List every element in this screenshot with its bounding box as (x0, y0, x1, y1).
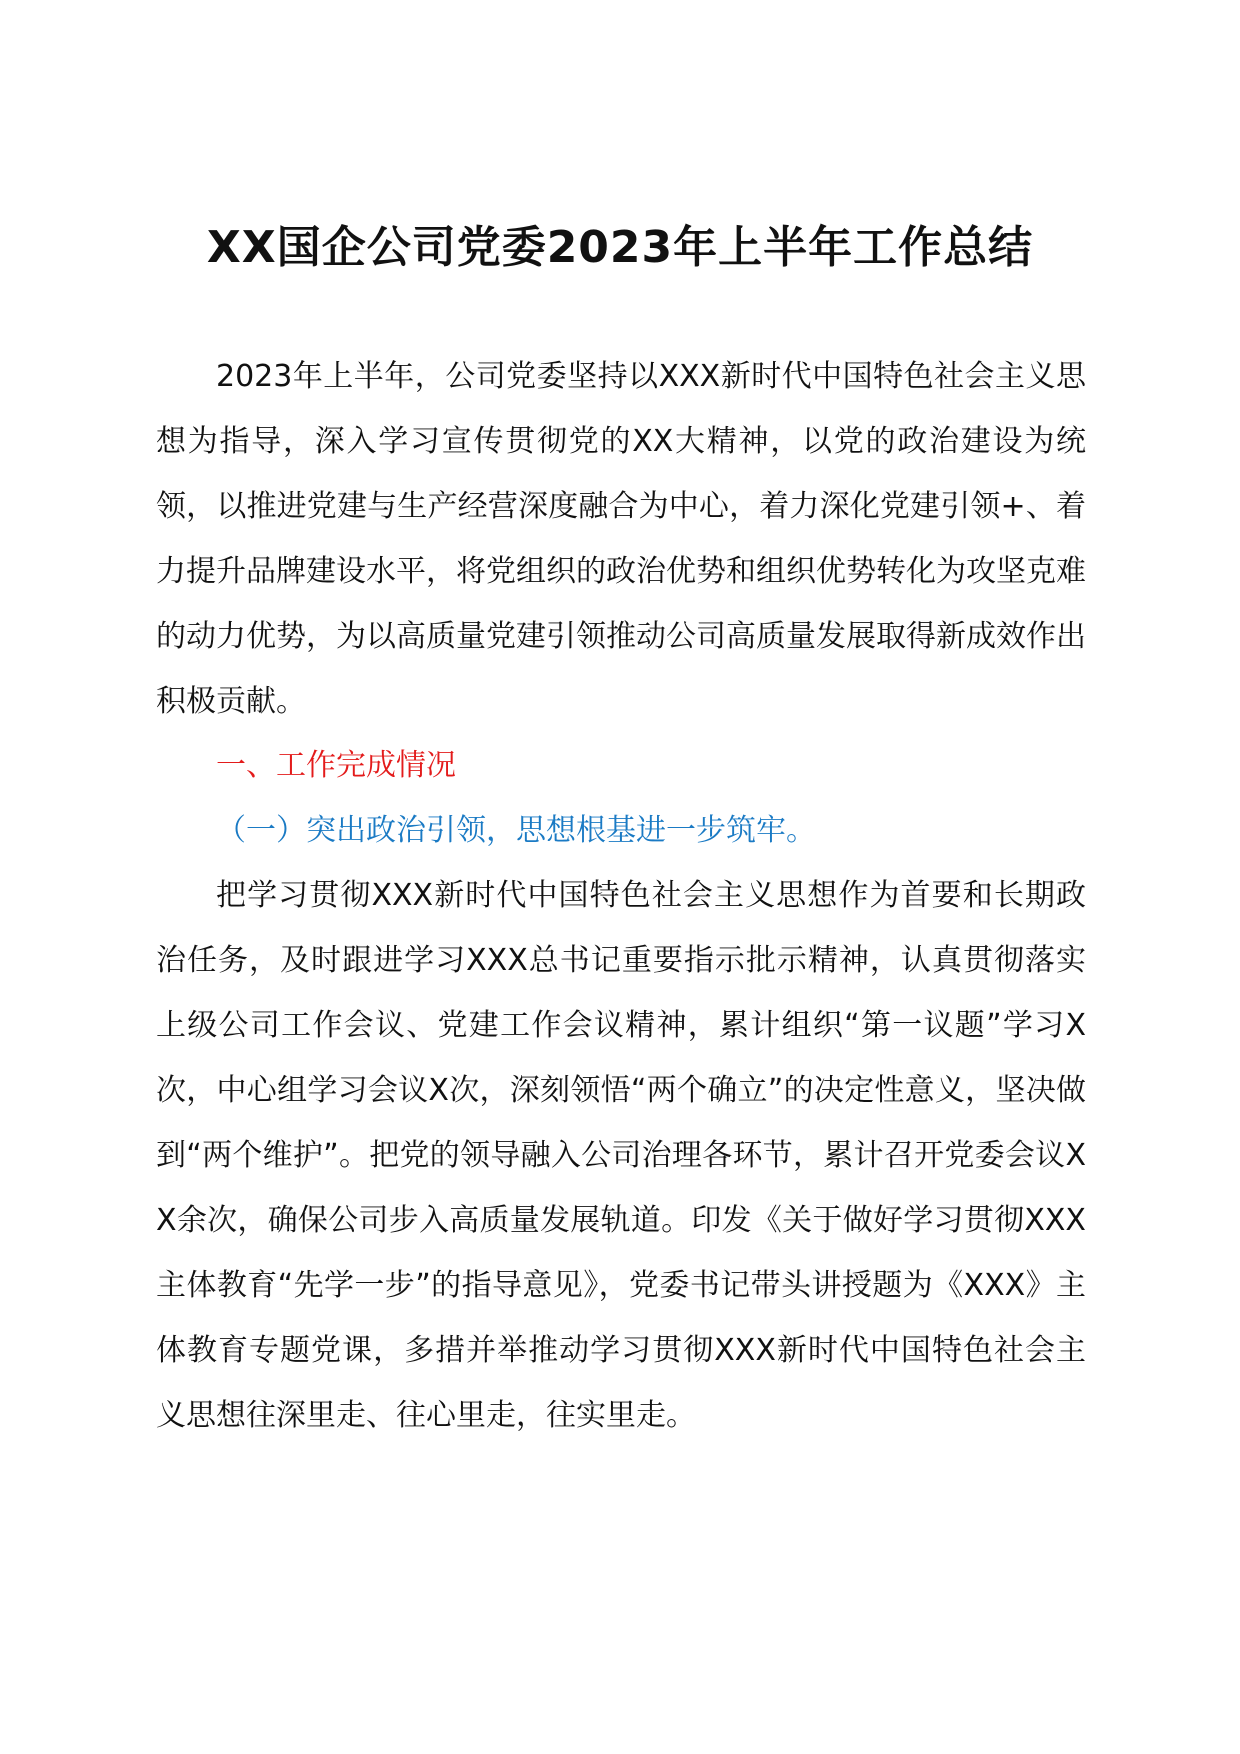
document-title: XX国企公司党委2023年上半年工作总结 (206, 222, 1034, 273)
body-paragraph: 把学习贯彻XXX新时代中国特色社会主义思想作为首要和长期政治任务，及时跟进学习XXX总书记重要指示批示精神，认真贯彻落实上级公司工作会议、党建工作会议精神，累计组织“第一议题”学习X次，中心组学习会议X次，深刻领悟“两个确立”的决定性意义，坚决做到“两个维护”。把党的领导融入公司治理各环节，累计召开党委会议XX余次，确保公司步入高质量发展轨道。印发《关于做好学习贯彻XXX主体教育“先学一步”的指导意见》，党委书记带头讲授题为《XXX》主体教育专题党课，多措并举推动学习贯彻XXX新时代中国特色社会主义思想往深里走、往心里走，往实里走。 (156, 878, 1086, 1433)
intro-paragraph: 2023年上半年，公司党委坚持以XXX新时代中国特色社会主义思想为指导，深入学习宣传贯彻党的XX大精神，以党的政治建设为统领，以推进党建与生产经营深度融合为中心，着力深化党建引领+、着力提升品牌建设水平，将党组织的政治优势和组织优势转化为攻坚克难的动力优势，为以高质量党建引领推动公司高质量发展取得新成效作出积极贡献。 (156, 359, 1086, 719)
section-heading: 一、工作完成情况 (216, 748, 456, 783)
subsection-heading: （一）突出政治引领，思想根基进一步筑牢。 (216, 813, 816, 848)
